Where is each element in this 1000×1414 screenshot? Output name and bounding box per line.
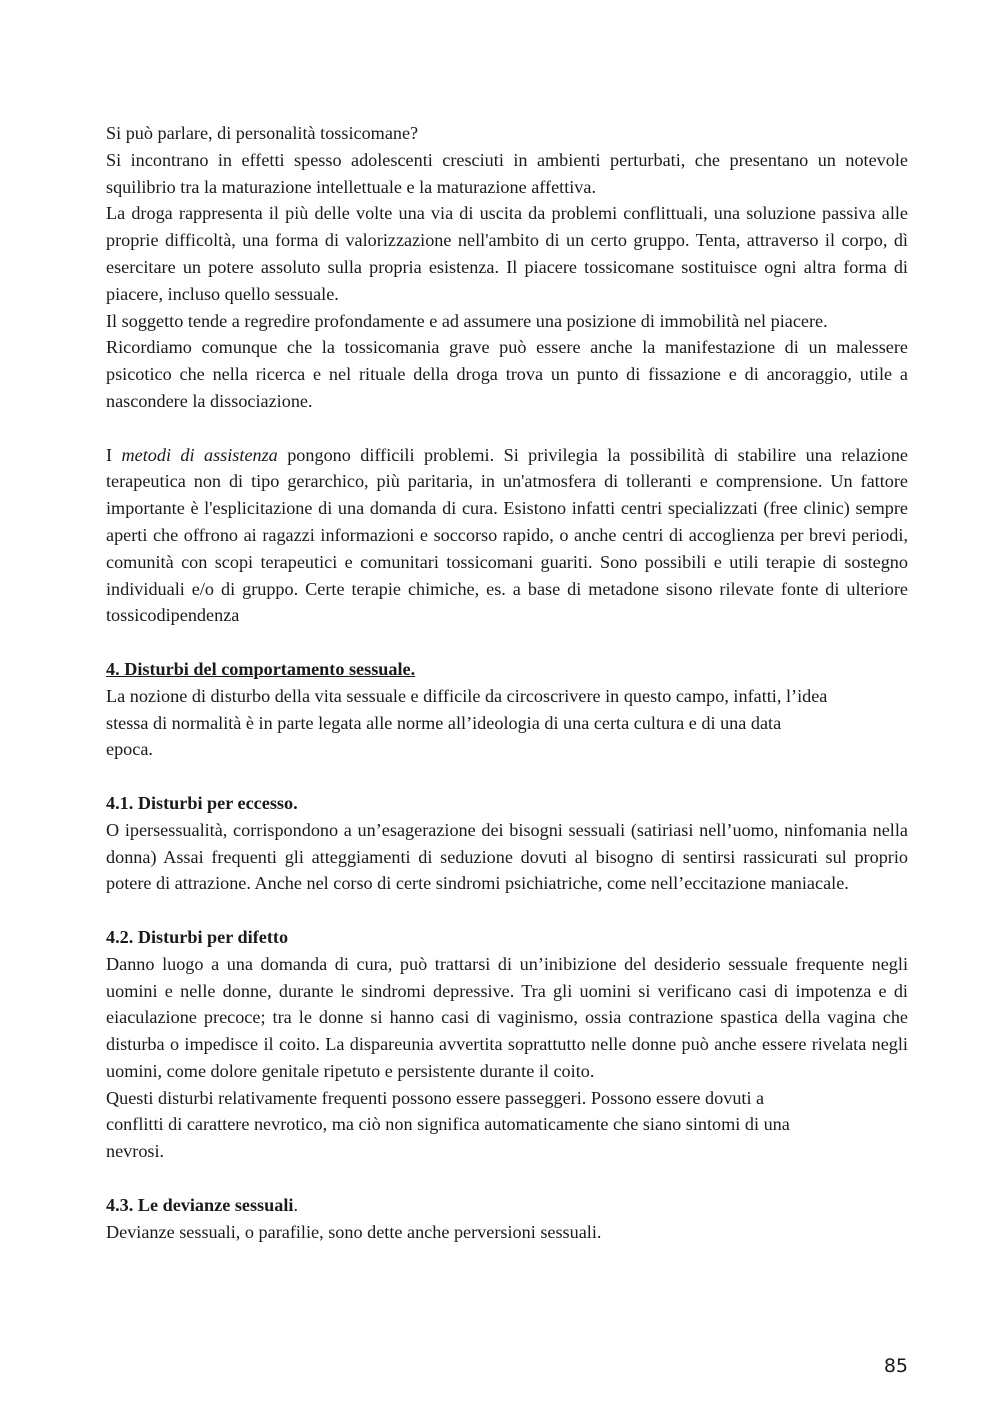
section-4-2-text2-line-2: conflitti di carattere nevrotico, ma ciò non significa automaticamente che siano sintomi di una [106, 1114, 790, 1135]
section-4-line-1: La nozione di disturbo della vita sessuale e difficile da circoscrivere in questo campo, infatti, l’idea [106, 685, 828, 706]
page-body [106, 120, 908, 1245]
header-mark: · · · [472, 0, 477, 3]
paragraph-adolescents: Si incontrano in effetti spesso adolescenti cresciuti in ambienti perturbati, che presentano un notevole squilibrio tra la maturazione intellettuale e la maturazione affettiva. [106, 149, 908, 197]
section-4-2-text2-line-3: nevrosi. [106, 1141, 165, 1162]
spacer [106, 415, 908, 442]
emphasis-assistance-methods: metodi di assistenza [121, 444, 278, 465]
spacer [106, 897, 908, 924]
paragraph-drug-escape: La droga rappresenta il più delle volte una via di uscita da problemi conflittuali, una soluzione passiva alle proprie difficoltà, una forma di valorizzazione nell'ambito di un certo gruppo. Tenta, attraverso il corpo, dì esercitare un potere assoluto sulla propria esistenza. Il piacere tossicomane sostituisce ogni altra forma di piacere, incluso quello sessuale. [106, 203, 908, 304]
spacer [106, 763, 908, 790]
section-4-2-text: Danno luogo a una domanda di cura, può trattarsi di un’inibizione del desiderio sessuale frequente negli uomini e nelle donne, durante le sindromi depressive. Tra gli uomini si verificano casi di impotenza e di eiaculazione precoce; tra le donne si hanno casi di vaginismo, ossia contrazione spastica della vagina che disturba o impedisce il coito. La dispareunia avvertita soprattutto nelle donne può anche essere rivelata negli uomini, come dolore genitale ripetuto e persistente durante il coito. [106, 953, 908, 1081]
paragraph-psychotic: Ricordiamo comunque che la tossicomania grave può essere anche la manifestazione di un malessere psicotico che nella ricerca e nel rituale della droga trova un punto di fissazione e di ancoraggio, utile a nascondere la dissociazione. [106, 337, 908, 411]
spacer [106, 629, 908, 656]
page-number: 85 [883, 1355, 908, 1377]
section-4-3-text: Devianze sessuali, o parafilie, sono dette anche perversioni sessuali. [106, 1221, 602, 1242]
section-heading-4-3-line [106, 1192, 908, 1219]
paragraph-rest: pongono difficili problemi. Si privilegia la possibilità di stabilire una relazione terapeutica non di tipo gerarchico, più paritaria, in un'atmosfera di tolleranti e comprensione. Un fattore importante è l'esplicitazione di una domanda di cura. Esistono infatti centri specializzati (free clinic) sempre aperti che offrono ai ragazzi informazioni e soccorso rapido, o anche centri di accoglienza per brevi periodi, comunità con scopi terapeutici e comunitari tossicomani guariti. Sono possibili e utili terapie di sostegno individuali e/o di gruppo. Certe terapie chimiche, es. a base di metadone sisono rilevate fonte di ulteriore tossicodipendenza [106, 444, 908, 626]
paragraph-lead: I [106, 444, 122, 465]
spacer [106, 1165, 908, 1192]
section-4-2-text2-line-1: Questi disturbi relativamente frequenti possono essere passeggeri. Possono essere dovuti a [106, 1087, 765, 1108]
section-4-1-text: O ipersessualità, corrispondono a un’esagerazione dei bisogni sessuali (satiriasi nell’uomo, ninfomania nella donna) Assai frequenti gli atteggiamenti di seduzione dovuti al bisogno di sentirsi rassicurati sul proprio potere di attrazione. Anche nel corso di certe sindromi psichiatriche, come nell’eccitazione maniacale. [106, 819, 908, 894]
section-4-line-3: epoca. [106, 739, 153, 760]
section-heading-4-1: 4.1. Disturbi per eccesso. [106, 792, 298, 813]
section-heading-4-3: 4.3. Le devianze sessuali [106, 1194, 294, 1215]
section-heading-4-3-suffix: . [293, 1194, 298, 1215]
section-heading-4-2: 4.2. Disturbi per difetto [106, 926, 289, 947]
paragraph-regression: Il soggetto tende a regredire profondamente e ad assumere una posizione di immobilità nel piacere. [106, 310, 828, 331]
section-4-line-2: stessa di normalità è in parte legata alle norme all’ideologia di una certa cultura e di una data [106, 712, 782, 733]
paragraph-question: Si può parlare, di personalità tossicomane? [106, 123, 419, 143]
section-heading-4: 4. Disturbi del comportamento sessuale. [106, 658, 416, 679]
paragraph-assistance-methods [106, 442, 908, 630]
